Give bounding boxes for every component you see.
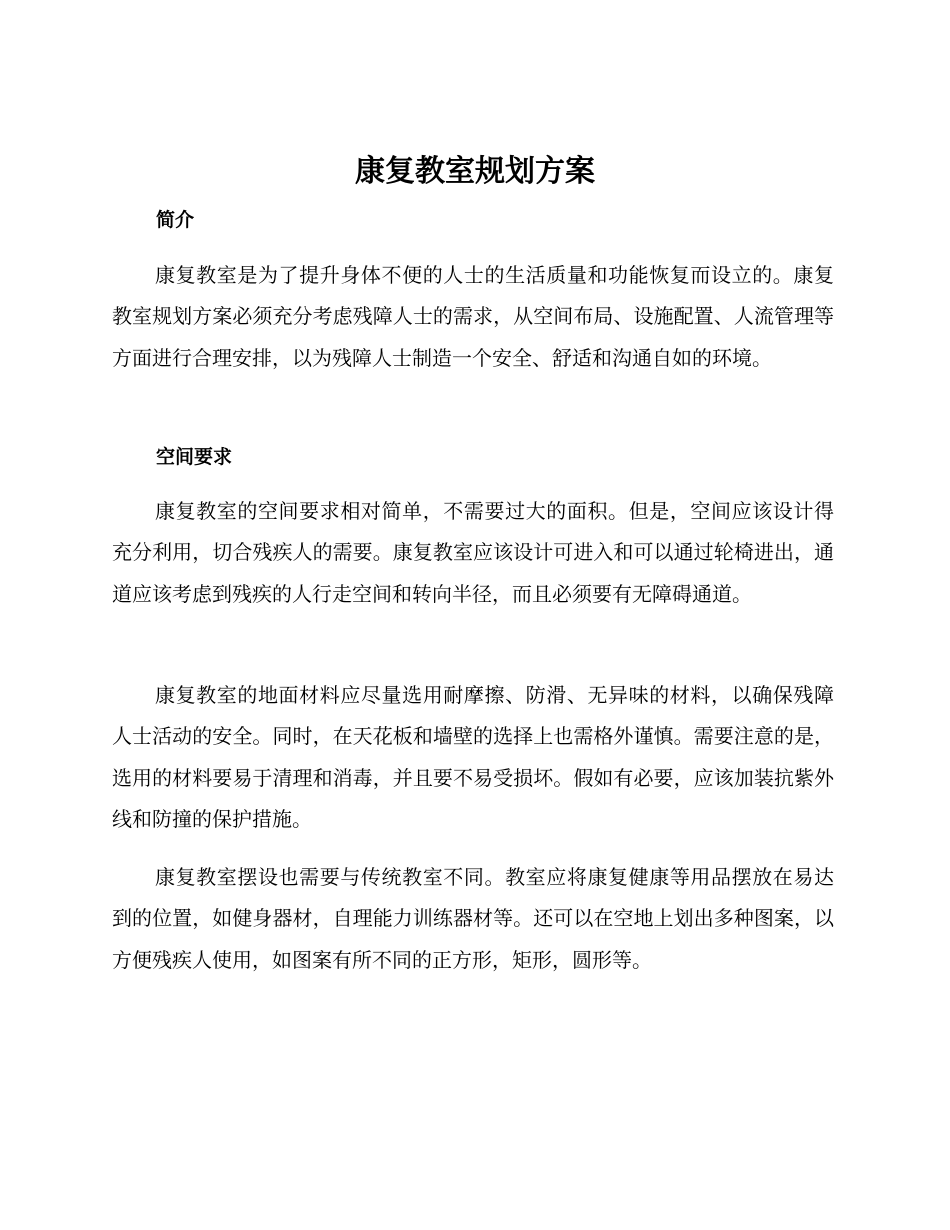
section-heading-intro: 简介 xyxy=(156,209,195,231)
space-paragraph-1: 康复教室的空间要求相对简单，不需要过大的面积。但是，空间应该设计得充分利用，切合残疾人的需要。康复教室应该设计可进入和可以通过轮椅进出，通道应该考虑到残疾的人行走空间和转向半径，而且必须要有无障碍通道。 xyxy=(112,499,834,606)
section-heading-space-requirements: 空间要求 xyxy=(156,446,233,468)
space-paragraph-2: 康复教室的地面材料应尽量选用耐摩擦、防滑、无异味的材料，以确保残障人士活动的安全。同时，在天花板和墙壁的选择上也需格外谨慎。需要注意的是，选用的材料要易于清理和消毒，并且要不易受损坏。假如有必要，应该加装抗紫外线和防撞的保护措施。 xyxy=(112,683,834,831)
space-paragraph-3: 康复教室摆设也需要与传统教室不同。教室应将康复健康等用品摆放在易达到的位置，如健身器材，自理能力训练器材等。还可以在空地上划出多种图案，以方便残疾人使用，如图案有所不同的正方形，矩形，圆形等。 xyxy=(112,865,834,972)
intro-paragraph: 康复教室是为了提升身体不便的人士的生活质量和功能恢复而设立的。康复教室规划方案必须充分考虑残障人士的需求，从空间布局、设施配置、人流管理等方面进行合理安排，以为残障人士制造一个安全、舒适和沟通自如的环境。 xyxy=(112,263,834,370)
document-title: 康复教室规划方案 xyxy=(355,154,595,189)
